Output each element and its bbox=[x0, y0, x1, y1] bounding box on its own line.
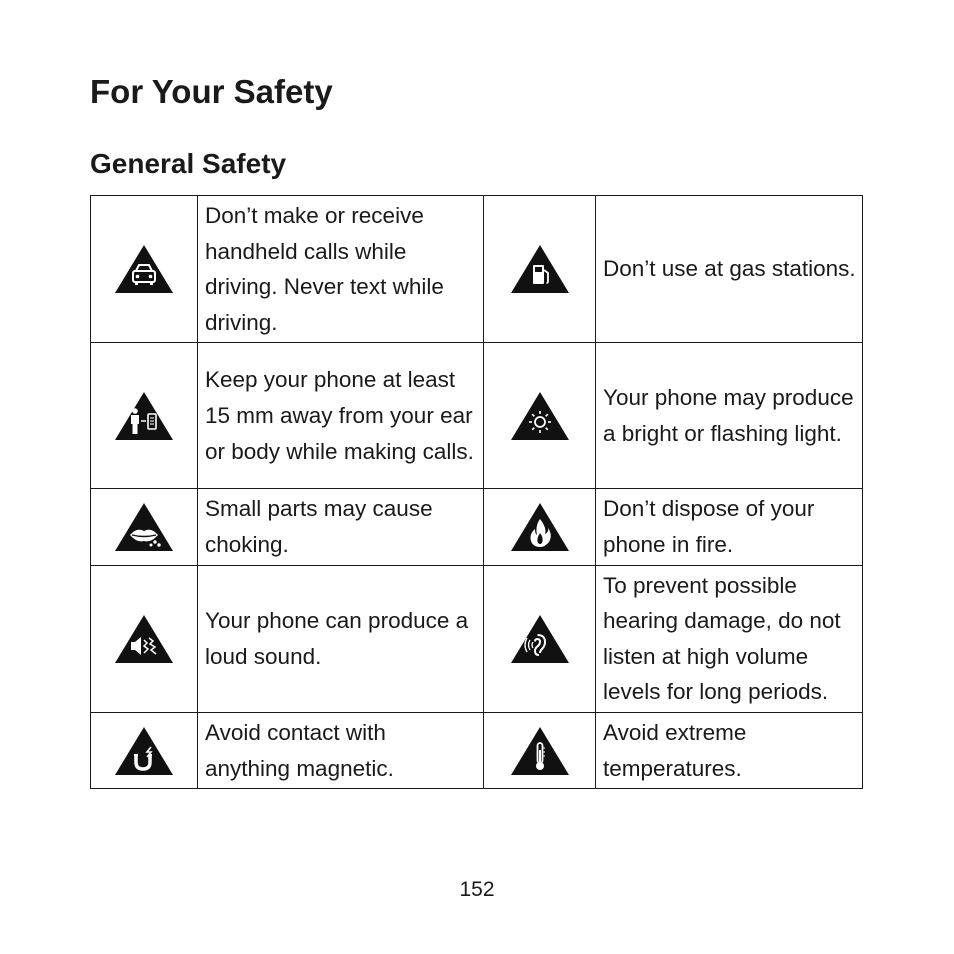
icon-cell bbox=[484, 343, 596, 489]
icon-cell bbox=[91, 343, 198, 489]
body-distance-icon bbox=[113, 390, 175, 442]
safety-text: Avoid extreme temperatures. bbox=[596, 712, 863, 788]
icon-cell bbox=[484, 196, 596, 343]
gas-station-icon bbox=[509, 243, 571, 295]
page-title: For Your Safety bbox=[90, 73, 333, 110]
icon-cell bbox=[91, 196, 198, 343]
icon-cell bbox=[484, 712, 596, 788]
icon-cell bbox=[484, 489, 596, 565]
magnet-icon bbox=[113, 725, 175, 777]
hearing-damage-icon bbox=[509, 613, 571, 665]
fire-icon bbox=[509, 501, 571, 553]
icon-cell bbox=[484, 565, 596, 712]
page-number: 152 bbox=[459, 878, 495, 901]
safety-text: Your phone can produce a loud sound. bbox=[198, 565, 484, 712]
table-row bbox=[91, 196, 863, 343]
choking-hazard-icon bbox=[113, 501, 175, 553]
safety-text: Your phone may produce a bright or flashing light. bbox=[596, 343, 863, 489]
safety-text: Keep your phone at least 15 mm away from your ear or body while making calls. bbox=[198, 343, 484, 489]
thermometer-icon bbox=[509, 725, 571, 777]
bright-light-icon bbox=[509, 390, 571, 442]
table-row bbox=[91, 343, 863, 489]
no-car-calls-icon bbox=[113, 243, 175, 295]
section-title: General Safety bbox=[90, 148, 287, 179]
safety-text: Don’t make or receive handheld calls while driving. Never text while driving. bbox=[198, 196, 484, 343]
table-row bbox=[91, 565, 863, 712]
safety-text: Avoid contact with anything magnetic. bbox=[198, 712, 484, 788]
safety-text: To prevent possible hearing damage, do not listen at high volume levels for long periods. bbox=[596, 565, 863, 712]
safety-text: Don’t use at gas stations. bbox=[596, 196, 863, 343]
safety-table bbox=[90, 195, 863, 789]
safety-text: Small parts may cause choking. bbox=[198, 489, 484, 565]
table-row bbox=[91, 489, 863, 565]
loud-sound-icon bbox=[113, 613, 175, 665]
icon-cell bbox=[91, 712, 198, 788]
icon-cell bbox=[91, 489, 198, 565]
icon-cell bbox=[91, 565, 198, 712]
table-row bbox=[91, 712, 863, 788]
safety-text: Don’t dispose of your phone in fire. bbox=[596, 489, 863, 565]
